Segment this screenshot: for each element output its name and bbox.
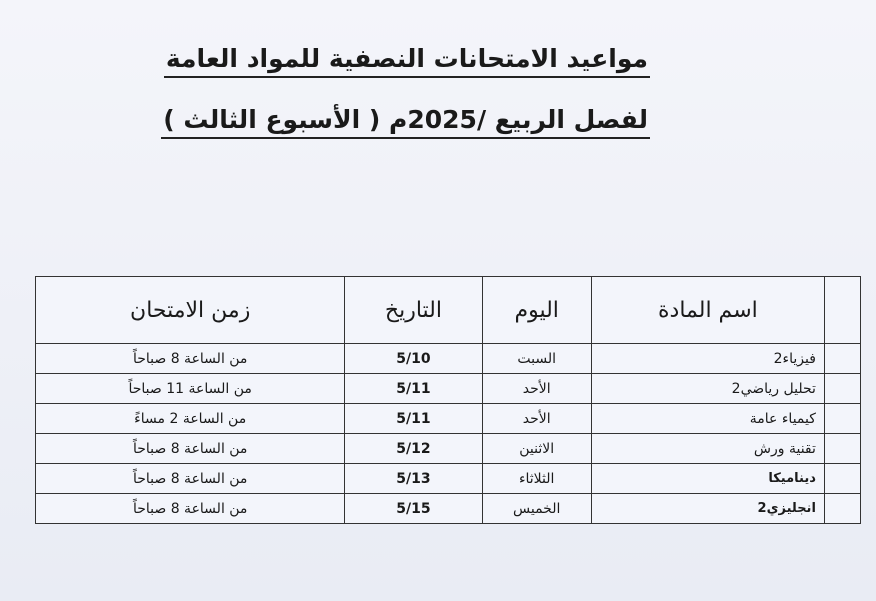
subject-cell: تحليل رياضي2 bbox=[591, 374, 824, 404]
blank-cell bbox=[824, 434, 860, 464]
date-cell: 5/11 bbox=[345, 404, 482, 434]
table-row bbox=[36, 434, 861, 464]
day-cell: الخميس bbox=[482, 494, 591, 524]
day-cell: السبت bbox=[482, 344, 591, 374]
table-row bbox=[36, 494, 861, 524]
day-cell: الثلاثاء bbox=[482, 464, 591, 494]
header-subject: اسم المادة bbox=[591, 277, 824, 344]
date-cell: 5/10 bbox=[345, 344, 482, 374]
day-cell: الأحد bbox=[482, 404, 591, 434]
table-row bbox=[36, 344, 861, 374]
subject-cell: كيمياء عامة bbox=[591, 404, 824, 434]
exam-time-cell: من الساعة 11 صباحاً bbox=[36, 374, 345, 404]
page-title: مواعيد الامتحانات النصفية للمواد العامة bbox=[164, 43, 650, 78]
exam-time-cell: من الساعة 8 صباحاً bbox=[36, 494, 345, 524]
date-cell: 5/11 bbox=[345, 374, 482, 404]
subject-cell: ديناميكا bbox=[591, 464, 824, 494]
table-row bbox=[36, 404, 861, 434]
exam-time-cell: من الساعة 8 صباحاً bbox=[36, 344, 345, 374]
header-exam-time: زمن الامتحان bbox=[36, 277, 345, 344]
day-cell: الأحد bbox=[482, 374, 591, 404]
exam-time-cell: من الساعة 2 مساءً bbox=[36, 404, 345, 434]
table-row bbox=[36, 464, 861, 494]
exam-time-cell: من الساعة 8 صباحاً bbox=[36, 464, 345, 494]
header-blank-cell bbox=[824, 277, 860, 344]
header-day: اليوم bbox=[482, 277, 591, 344]
subject-cell: انجليزي2 bbox=[591, 494, 824, 524]
subject-cell: تقنية ورش bbox=[591, 434, 824, 464]
blank-cell bbox=[824, 464, 860, 494]
day-cell: الاثنين bbox=[482, 434, 591, 464]
exam-schedule-table bbox=[35, 276, 861, 524]
page-subtitle: لفصل الربيع /2025م ( الأسبوع الثالث ) bbox=[161, 104, 650, 139]
exam-time-cell: من الساعة 8 صباحاً bbox=[36, 434, 345, 464]
date-cell: 5/13 bbox=[345, 464, 482, 494]
blank-cell bbox=[824, 404, 860, 434]
header-date: التاريخ bbox=[345, 277, 482, 344]
blank-cell bbox=[824, 374, 860, 404]
table-row bbox=[36, 374, 861, 404]
blank-cell bbox=[824, 344, 860, 374]
date-cell: 5/12 bbox=[345, 434, 482, 464]
blank-cell bbox=[824, 494, 860, 524]
date-cell: 5/15 bbox=[345, 494, 482, 524]
table-header-row bbox=[36, 277, 861, 344]
subject-cell: فيزياء2 bbox=[591, 344, 824, 374]
